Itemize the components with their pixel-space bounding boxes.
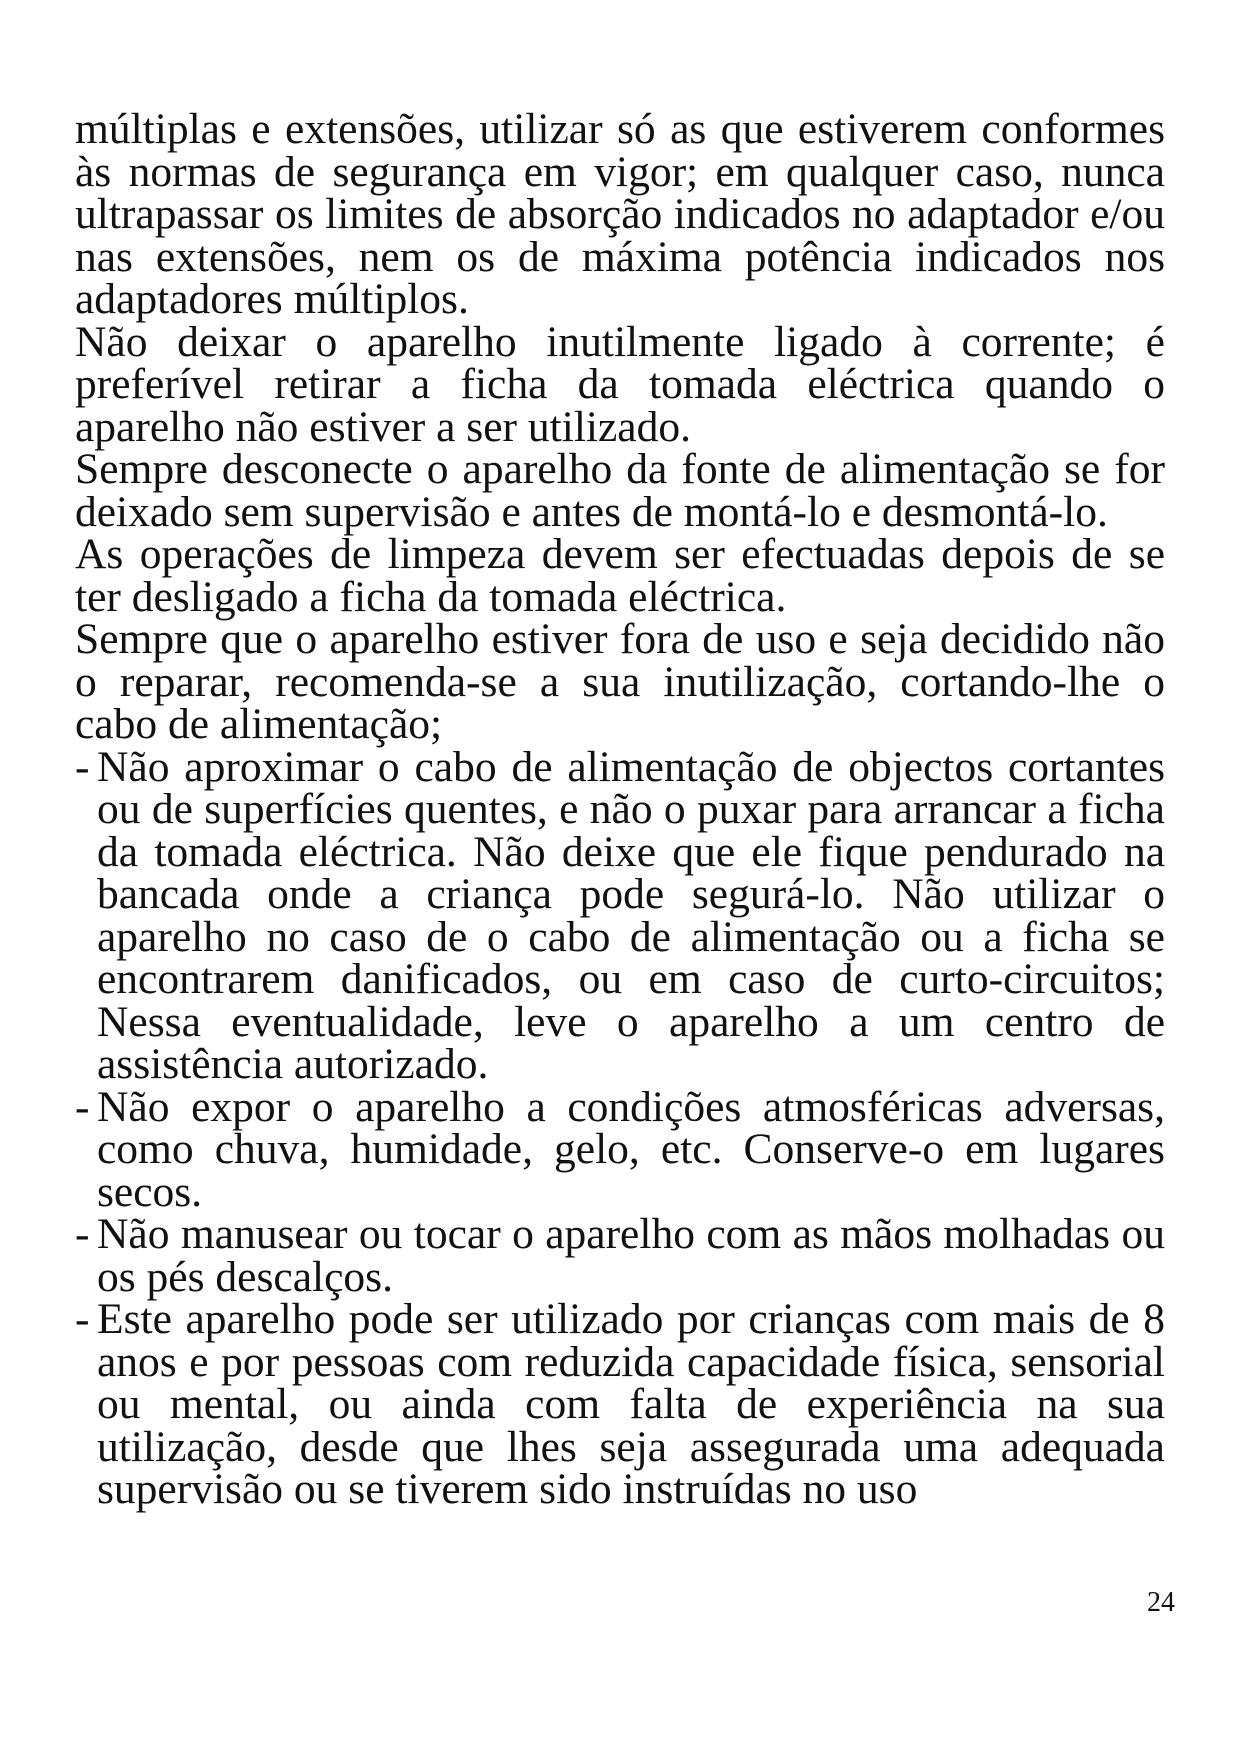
bullet-dash: - — [75, 742, 90, 791]
paragraph-cleaning: As operações de limpeza devem ser efectuadas depois de se ter desligado a ficha da tomada eléctrica. — [75, 530, 1165, 621]
page-number: 24 — [1147, 1587, 1175, 1618]
paragraph-disconnect-unsupervised: Sempre desconecte o aparelho da fonte de alimentação se for deixado sem supervisão e antes de montá-lo e desmontá-lo. — [75, 445, 1165, 536]
page-body — [75, 105, 1165, 1513]
bullet-text: Não manusear ou tocar o aparelho com as mãos molhadas ou os pés descalços. — [97, 1210, 1165, 1301]
bullet-dash: - — [75, 1295, 90, 1343]
bullet-item-children-use — [75, 1295, 1165, 1513]
bullet-text: Este aparelho pode ser utilizado por crianças com mais de 8 anos e por pessoas com reduzida capacidade física, sensorial ou mental, ou ainda com falta de experiência na sua utilização, desde que lhes seja assegurada uma adequada supervisão ou se tiverem sido instruídas no uso — [97, 1295, 1165, 1513]
paragraph-disposal: Sempre que o aparelho estiver fora de uso e seja decidido não o reparar, recomenda-se a sua inutilização, cortando-lhe o cabo de alimentação; — [75, 615, 1165, 748]
bullet-item-weather — [75, 1082, 1165, 1216]
bullet-item-power-cable — [75, 742, 1165, 1088]
bullet-dash: - — [75, 1082, 90, 1131]
bullet-item-wet-hands — [75, 1210, 1165, 1301]
paragraph-unplug-when-unused: Não deixar o aparelho inutilmente ligado à corrente; é preferível retirar a ficha da tomada eléctrica quando o aparelho não estiver a ser utilizado. — [75, 317, 1165, 451]
bullet-text: Não expor o aparelho a condições atmosféricas adversas, como chuva, humidade, gelo, etc. Conserve-o em lugares secos. — [97, 1082, 1165, 1216]
bullet-text: Não aproximar o cabo de alimentação de objectos cortantes ou de superfícies quentes, e não o puxar para arrancar a ficha da tomada eléctrica. Não deixe que ele fique pendurado na bancada onde a criança pode segurá-lo. Não utilizar o aparelho no caso de o cabo de alimentação ou a ficha se encontrarem danificados, ou em caso de curto-circuitos; Nessa eventualidade, leve o aparelho a um centro de assistência autorizado. — [97, 742, 1165, 1088]
bullet-dash: - — [75, 1210, 90, 1258]
paragraph-extensions: múltiplas e extensões, utilizar só as que estiverem conformes às normas de segurança em vigor; em qualquer caso, nunca ultrapassar os limites de absorção indicados no adaptador e/ou nas extensões, nem os de máxima potência indicados nos adaptadores múltiplos. — [75, 105, 1165, 323]
